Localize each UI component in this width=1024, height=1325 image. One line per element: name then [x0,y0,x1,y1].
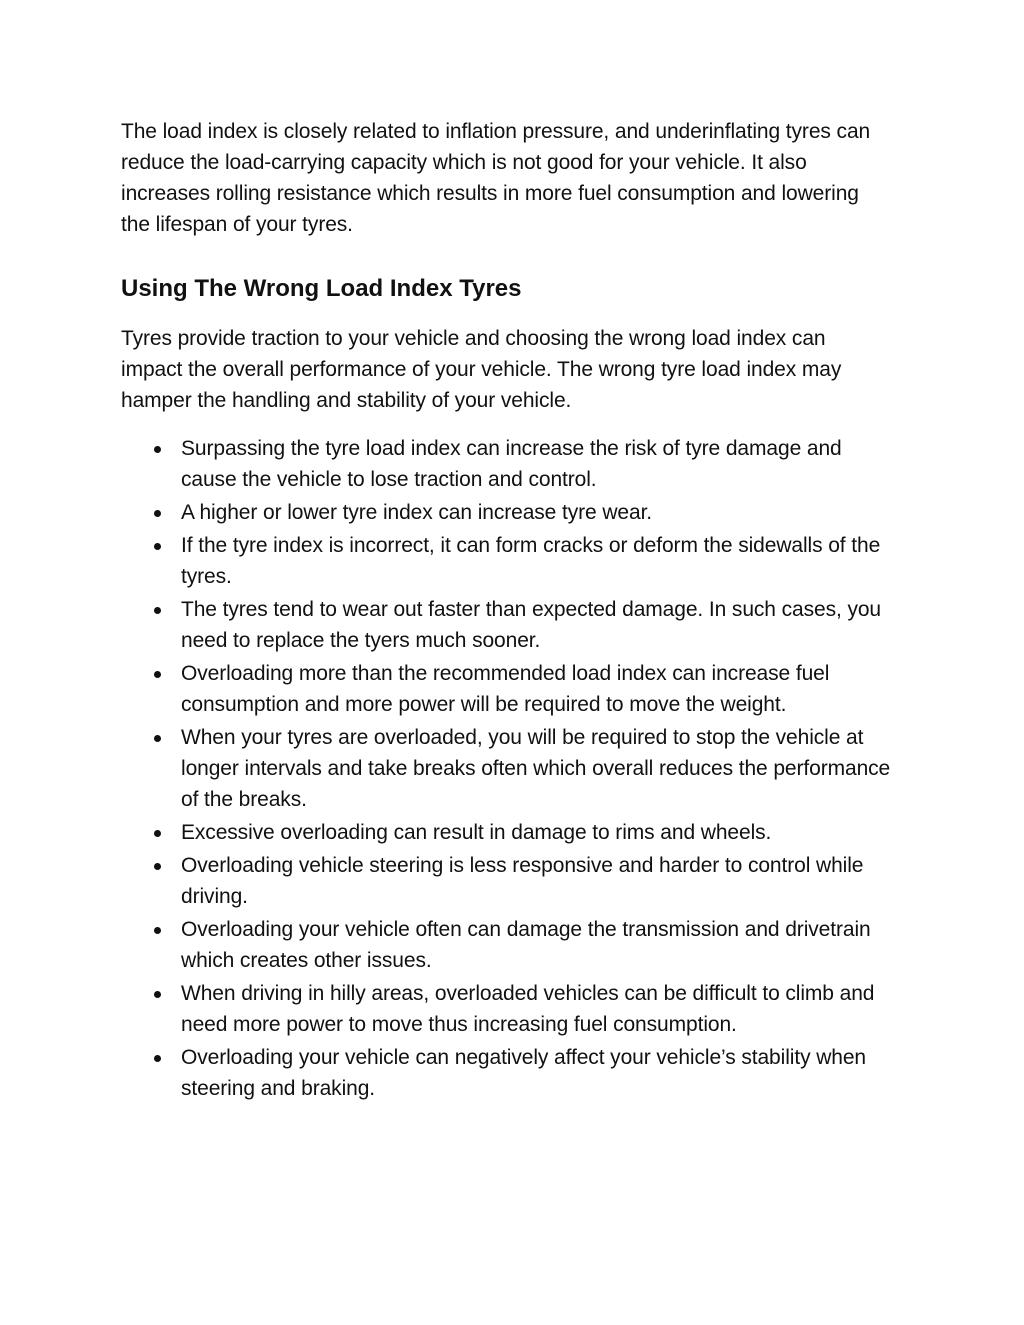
bullet-icon [154,671,161,678]
list-item-text: If the tyre index is incorrect, it can form cracks or deform the sidewalls of the tyres. [181,534,881,588]
body-paragraph: Tyres provide traction to your vehicle and choosing the wrong load index can impact the overall performance of your vehicle. The wrong tyre load index may hamper the handling and stability of your vehicle. [121,327,842,412]
list-item [121,817,891,848]
document-page [121,116,891,1106]
bullet-icon [154,863,161,870]
list-item-text: Overloading your vehicle can negatively affect your vehicle’s stability when steering and braking. [181,1046,867,1100]
list-item-text: When driving in hilly areas, overloaded vehicles can be difficult to climb and need more power to move thus increasing fuel consumption. [181,982,875,1036]
list-item-text: Overloading more than the recommended load index can increase fuel consumption and more power will be required to move the weight. [181,662,830,716]
bullet-icon [154,927,161,934]
bullet-icon [154,510,161,517]
list-item [121,594,891,656]
list-item-text: A higher or lower tyre index can increase tyre wear. [181,501,653,524]
bullet-icon [154,830,161,837]
list-item-text: Excessive overloading can result in damage to rims and wheels. [181,821,772,844]
list-item [121,850,891,912]
bullet-icon [154,991,161,998]
section-heading: Using The Wrong Load Index Tyres [121,275,522,302]
list-item [121,1042,891,1104]
bullet-icon [154,607,161,614]
bullet-icon [154,543,161,550]
list-item-text: Overloading your vehicle often can damage the transmission and drivetrain which creates other issues. [181,918,871,972]
list-item [121,914,891,976]
list-item-text: Surpassing the tyre load index can increase the risk of tyre damage and cause the vehicle to lose traction and control. [181,437,842,491]
list-item-text: Overloading vehicle steering is less responsive and harder to control while driving. [181,854,864,908]
list-item [121,530,891,592]
list-item [121,722,891,815]
list-item [121,433,891,495]
bullet-list [121,433,891,1104]
list-item [121,658,891,720]
bullet-icon [154,735,161,742]
bullet-icon [154,446,161,453]
intro-paragraph: The load index is closely related to inflation pressure, and underinflating tyres can reduce the load-carrying capacity which is not good for your vehicle. It also increases rolling resistance which results in more fuel consumption and lowering the lifespan of your tyres. [121,120,871,236]
list-item-text: When your tyres are overloaded, you will be required to stop the vehicle at longer intervals and take breaks often which overall reduces the performance of the breaks. [181,726,891,811]
list-item [121,978,891,1040]
list-item-text: The tyres tend to wear out faster than expected damage. In such cases, you need to replace the tyers much sooner. [181,598,882,652]
list-item [121,497,891,528]
bullet-icon [154,1055,161,1062]
